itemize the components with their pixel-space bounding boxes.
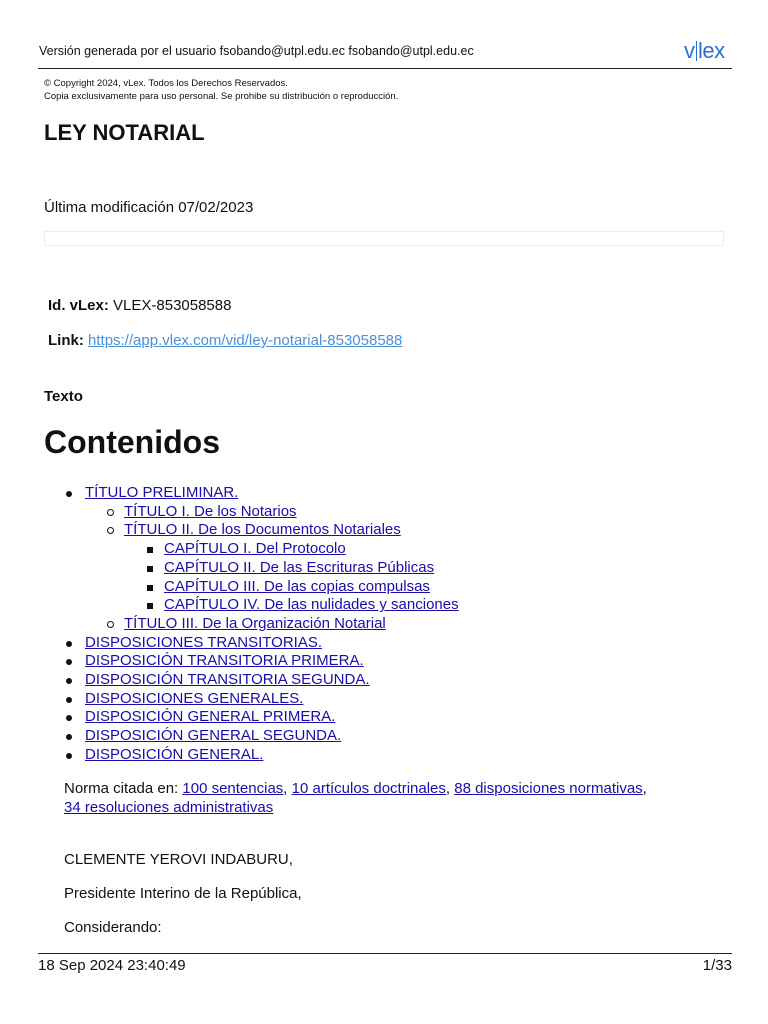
copyright-line-1: © Copyright 2024, vLex. Todos los Derechos Reservados.: [44, 78, 288, 89]
toc-link[interactable]: CAPÍTULO I. Del Protocolo: [164, 540, 346, 558]
disc-bullet-icon: [66, 734, 72, 740]
toc-link[interactable]: DISPOSICIÓN TRANSITORIA SEGUNDA.: [85, 671, 370, 689]
toc-link[interactable]: DISPOSICIÓN TRANSITORIA PRIMERA.: [85, 652, 364, 670]
disc-bullet-icon: [66, 491, 72, 497]
toc-item: [0, 746, 740, 765]
citations: Norma citada en: 100 sentencias, 10 artículos doctrinales, 88 disposiciones normativas, 34 resoluciones administrativas: [64, 780, 647, 816]
body-paragraph: Considerando:: [64, 919, 162, 936]
toc-item: [0, 578, 740, 597]
disc-bullet-icon: [66, 678, 72, 684]
toc-item: [0, 596, 740, 615]
toc-link[interactable]: TÍTULO PRELIMINAR.: [85, 484, 239, 501]
toc-link[interactable]: TÍTULO III. De la Organización Notarial: [124, 614, 386, 632]
toc-item: [0, 540, 740, 559]
citation-link-disposiciones[interactable]: 88 disposiciones normativas: [454, 780, 643, 797]
disc-bullet-icon: [66, 641, 72, 647]
document-link[interactable]: https://app.vlex.com/vid/ley-notarial-853058588: [88, 332, 403, 349]
vlex-id-line: [48, 297, 231, 314]
toc-link[interactable]: DISPOSICIONES GENERALES.: [85, 689, 304, 707]
toc-link[interactable]: DISPOSICIONES TRANSITORIAS.: [85, 633, 322, 651]
link-label: Link:: [48, 332, 84, 349]
citation-link-sentencias[interactable]: 100 sentencias: [182, 780, 284, 797]
link-line: [48, 332, 402, 349]
logo-lex: lex: [698, 38, 725, 63]
disc-bullet-icon: [66, 697, 72, 703]
toc-item: [0, 690, 740, 709]
toc-link[interactable]: DISPOSICIÓN GENERAL.: [85, 745, 264, 763]
disc-bullet-icon: [66, 659, 72, 665]
table-of-contents: [0, 484, 740, 765]
toc-link[interactable]: TÍTULO I. De los Notarios: [124, 502, 297, 520]
toc-link[interactable]: DISPOSICIÓN GENERAL SEGUNDA.: [85, 727, 342, 745]
copyright-line-2: Copia exclusivamente para uso personal. Se prohibe su distribución o reproducción.: [44, 91, 399, 102]
body-paragraph: CLEMENTE YEROVI INDABURU,: [64, 851, 293, 868]
citation-link-resoluciones[interactable]: 34 resoluciones administrativas: [64, 799, 274, 816]
circle-bullet-icon: [107, 509, 114, 516]
section-label: Texto: [44, 388, 83, 405]
citation-link-articulos[interactable]: 10 artículos doctrinales: [291, 780, 446, 797]
page-number: 1/33: [702, 957, 732, 974]
vlex-id-label: Id. vLex:: [48, 297, 109, 314]
toc-link[interactable]: CAPÍTULO III. De las copias compulsas: [164, 577, 430, 595]
circle-bullet-icon: [107, 621, 114, 628]
logo-divider: [696, 41, 698, 61]
circle-bullet-icon: [107, 527, 114, 534]
square-bullet-icon: [147, 566, 153, 572]
disc-bullet-icon: [66, 715, 72, 721]
toc-item: [0, 652, 740, 671]
toc-item: [0, 559, 740, 578]
contents-heading: Contenidos: [44, 424, 220, 460]
footer-divider: [38, 953, 732, 954]
generated-by-text: Versión generada por el usuario fsobando@utpl.edu.ec fsobando@utpl.edu.ec: [39, 44, 474, 58]
toc-item: [0, 484, 740, 503]
square-bullet-icon: [147, 547, 153, 553]
last-modified: Última modificación 07/02/2023: [44, 199, 254, 216]
toc-item: [0, 615, 740, 634]
vlex-logo[interactable]: [684, 38, 725, 64]
toc-item: [0, 671, 740, 690]
square-bullet-icon: [147, 603, 153, 609]
square-bullet-icon: [147, 585, 153, 591]
empty-box: [44, 231, 724, 246]
toc-link[interactable]: DISPOSICIÓN GENERAL PRIMERA.: [85, 708, 336, 726]
toc-list: [0, 484, 740, 765]
toc-link[interactable]: TÍTULO II. De los Documentos Notariales: [124, 521, 401, 539]
toc-item: [0, 727, 740, 746]
header-divider: [38, 68, 732, 69]
body-paragraph: Presidente Interino de la República,: [64, 885, 302, 902]
disc-bullet-icon: [66, 753, 72, 759]
document-title: LEY NOTARIAL: [44, 120, 205, 145]
logo-v: v: [684, 38, 695, 63]
toc-item: [0, 634, 740, 653]
vlex-id-value: VLEX-853058588: [113, 297, 232, 314]
toc-link[interactable]: CAPÍTULO II. De las Escrituras Públicas: [164, 558, 435, 576]
toc-item: [0, 708, 740, 727]
toc-item: [0, 521, 740, 540]
toc-item: [0, 503, 740, 522]
toc-link[interactable]: CAPÍTULO IV. De las nulidades y sanciones: [164, 596, 459, 614]
copyright-notice: [44, 77, 398, 103]
citations-prefix: Norma citada en:: [64, 780, 183, 797]
footer-timestamp: 18 Sep 2024 23:40:49: [38, 957, 186, 974]
